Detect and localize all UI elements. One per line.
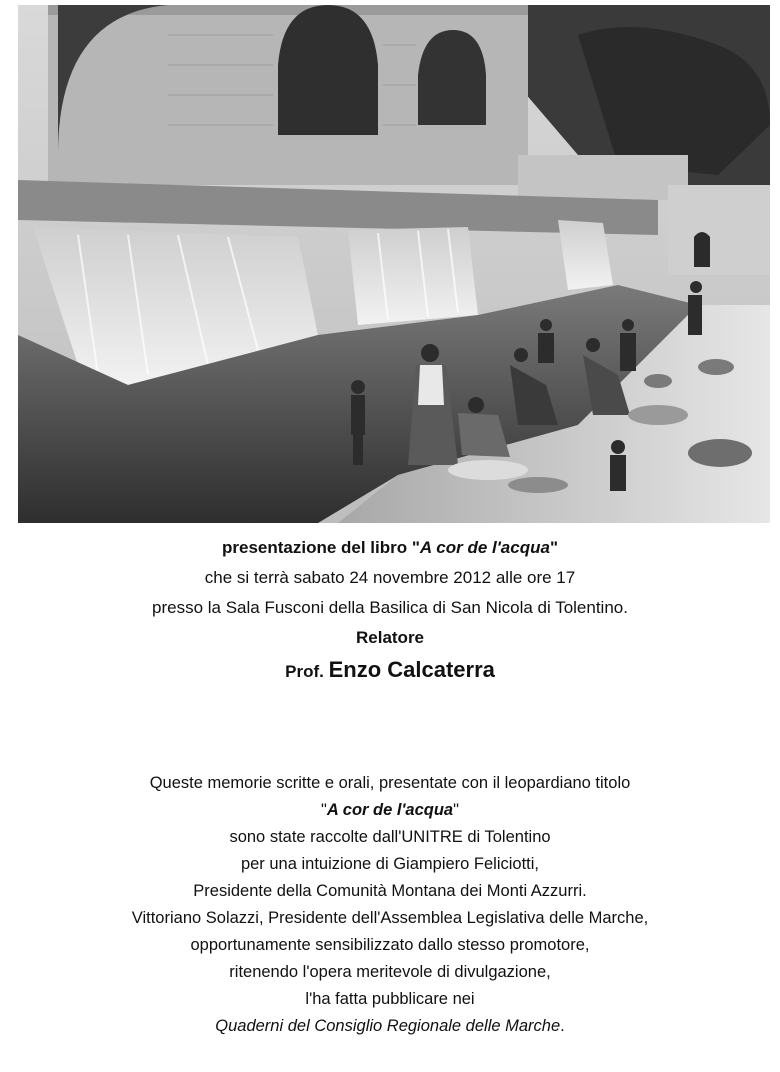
river-bridge-illustration <box>18 5 770 523</box>
description-line: Presidente della Comunità Montana dei Monti Azzurri. <box>193 882 587 900</box>
book-title: A cor de l'acqua <box>419 538 550 557</box>
description-line: opportunamente sensibilizzato dallo stesso promotore, <box>190 936 590 954</box>
historic-photo <box>18 5 770 523</box>
publication-series: Quaderni del Consiglio Regionale delle Marche <box>215 1017 561 1035</box>
description-line: Queste memorie scritte e orali, presentate con il leopardiano titolo <box>149 774 631 792</box>
description-book-title: A cor de l'acqua <box>326 801 454 819</box>
description-title-line: "A cor de l'acqua" <box>321 801 459 819</box>
event-announcement <box>0 538 780 690</box>
speaker-title: Prof. <box>285 662 324 681</box>
book-description <box>0 770 780 1040</box>
description-line: l'ha fatta pubblicare nei <box>305 990 475 1008</box>
description-publication-line: Quaderni del Consiglio Regionale delle Marche. <box>215 1017 565 1035</box>
event-venue-line: presso la Sala Fusconi della Basilica di San Nicola di Tolentino. <box>152 598 628 617</box>
speaker-line <box>0 657 780 690</box>
description-line: ritenendo l'opera meritevole di divulgazione, <box>229 963 551 981</box>
speaker-heading: Relatore <box>355 628 425 647</box>
description-line: per una intuizione di Giampiero Feliciotti, <box>240 855 540 873</box>
book-presentation-line: presentazione del libro "A cor de l'acqua" <box>221 538 558 557</box>
event-date-line: che si terrà sabato 24 novembre 2012 alle ore 17 <box>204 568 576 587</box>
speaker-name: Enzo Calcaterra <box>328 657 495 682</box>
description-line: sono state raccolte dall'UNITRE di Tolentino <box>229 828 551 846</box>
description-line: Vittoriano Solazzi, Presidente dell'Assemblea Legislativa delle Marche, <box>131 909 649 927</box>
